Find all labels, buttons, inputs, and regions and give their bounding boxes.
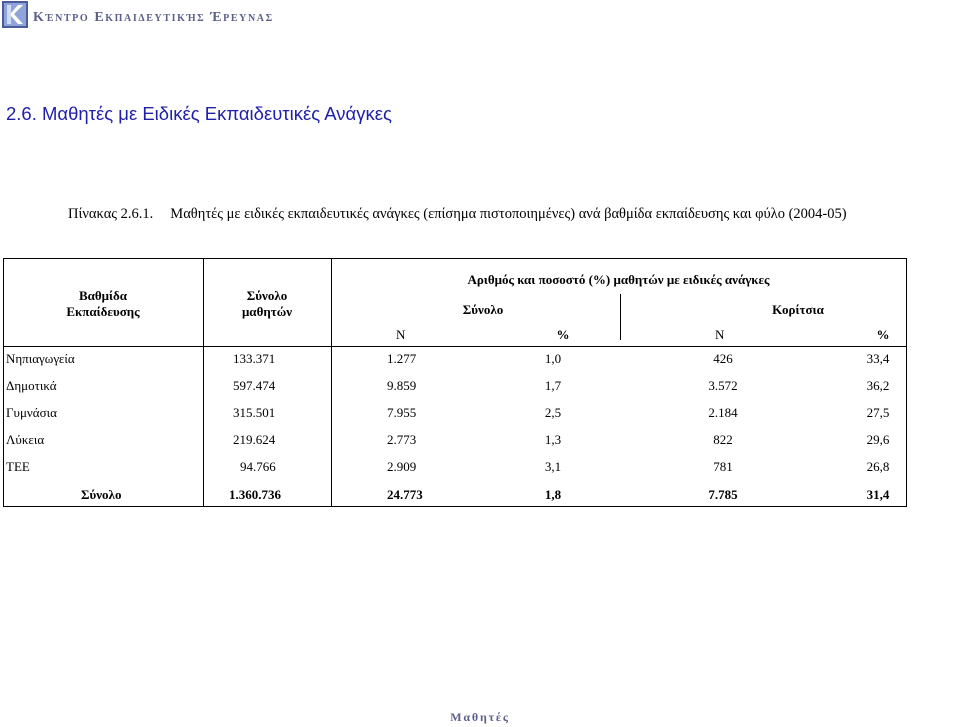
row-pct: 3,1 <box>544 459 562 474</box>
total-n: 24.773 <box>387 487 423 502</box>
org-header: Κέντρο Εκπαιδευτικής Έρευνας <box>33 10 274 25</box>
col-header-total-line2: μαθητών <box>241 304 293 319</box>
row-level: Γυμνάσια <box>6 405 57 420</box>
table-number: Πίνακας 2.6.1. <box>68 206 154 222</box>
row-n: 2.909 <box>387 459 417 474</box>
row-n: 2.773 <box>387 432 417 447</box>
row-level: ΤΕΕ <box>6 459 30 474</box>
row-girls-n: 3.572 <box>708 378 738 393</box>
col-header-level-line2: Εκπαίδευσης <box>66 304 140 319</box>
row-girls-n: 822 <box>713 432 733 447</box>
row-pct: 2,5 <box>544 405 562 420</box>
total-girls-pct: 31,4 <box>866 487 890 502</box>
row-level: Δημοτικά <box>6 378 57 393</box>
row-girls-n: 2.184 <box>708 405 738 420</box>
kee-logo-icon <box>2 1 28 28</box>
row-level: Νηπιαγωγεία <box>6 351 75 366</box>
total-students: 1.360.736 <box>229 487 281 502</box>
col-header-total-line1: Σύνολο <box>246 288 288 303</box>
row-n: 9.859 <box>387 378 417 393</box>
total-level: Σύνολο <box>81 487 122 502</box>
table-caption-text: Μαθητές με ειδικές εκπαιδευτικές ανάγκες (επίσημα πιστοποιημένες) ανά βαθμίδα εκπαίδευσης και φύλο (2004-05) <box>170 206 847 222</box>
row-pct: 1,3 <box>544 432 562 447</box>
subheader-total: Σύνολο <box>462 302 504 317</box>
group-header: Αριθμός και ποσοστό (%) μαθητών με ειδικές ανάγκες <box>467 272 770 287</box>
row-girls-pct: 29,6 <box>866 432 890 447</box>
row-n: 1.277 <box>387 351 417 366</box>
col-header-level-line1: Βαθμίδα <box>78 288 128 303</box>
col-header-pct: % <box>556 327 570 342</box>
footer-label: Μαθητές <box>450 710 510 724</box>
row-students: 219.624 <box>233 432 276 447</box>
total-pct: 1,8 <box>544 487 562 502</box>
row-students: 597.474 <box>233 378 276 393</box>
row-pct: 1,7 <box>544 378 562 393</box>
total-girls-n: 7.785 <box>708 487 738 502</box>
data-table <box>3 258 907 507</box>
row-n: 7.955 <box>387 405 417 420</box>
row-girls-n: 426 <box>713 351 733 366</box>
row-girls-pct: 27,5 <box>866 405 890 420</box>
row-pct: 1,0 <box>544 351 562 366</box>
row-girls-n: 781 <box>713 459 733 474</box>
col-header-total-students <box>217 288 317 320</box>
col-header-girls-n: Ν <box>715 327 725 342</box>
table-caption <box>68 206 847 223</box>
col-header-n: Ν <box>396 327 406 342</box>
col-header-girls-pct: % <box>876 327 890 342</box>
row-level: Λύκεια <box>6 432 45 447</box>
row-girls-pct: 36,2 <box>866 378 890 393</box>
row-students: 94.766 <box>240 459 276 474</box>
row-students: 315.501 <box>233 405 276 420</box>
col-header-level <box>63 288 143 320</box>
row-students: 133.371 <box>233 351 276 366</box>
row-girls-pct: 26,8 <box>866 459 890 474</box>
subheader-girls: Κορίτσια <box>772 302 824 317</box>
row-girls-pct: 33,4 <box>866 351 890 366</box>
section-title: 2.6. Μαθητές με Ειδικές Εκπαιδευτικές Ανάγκες <box>6 103 392 124</box>
